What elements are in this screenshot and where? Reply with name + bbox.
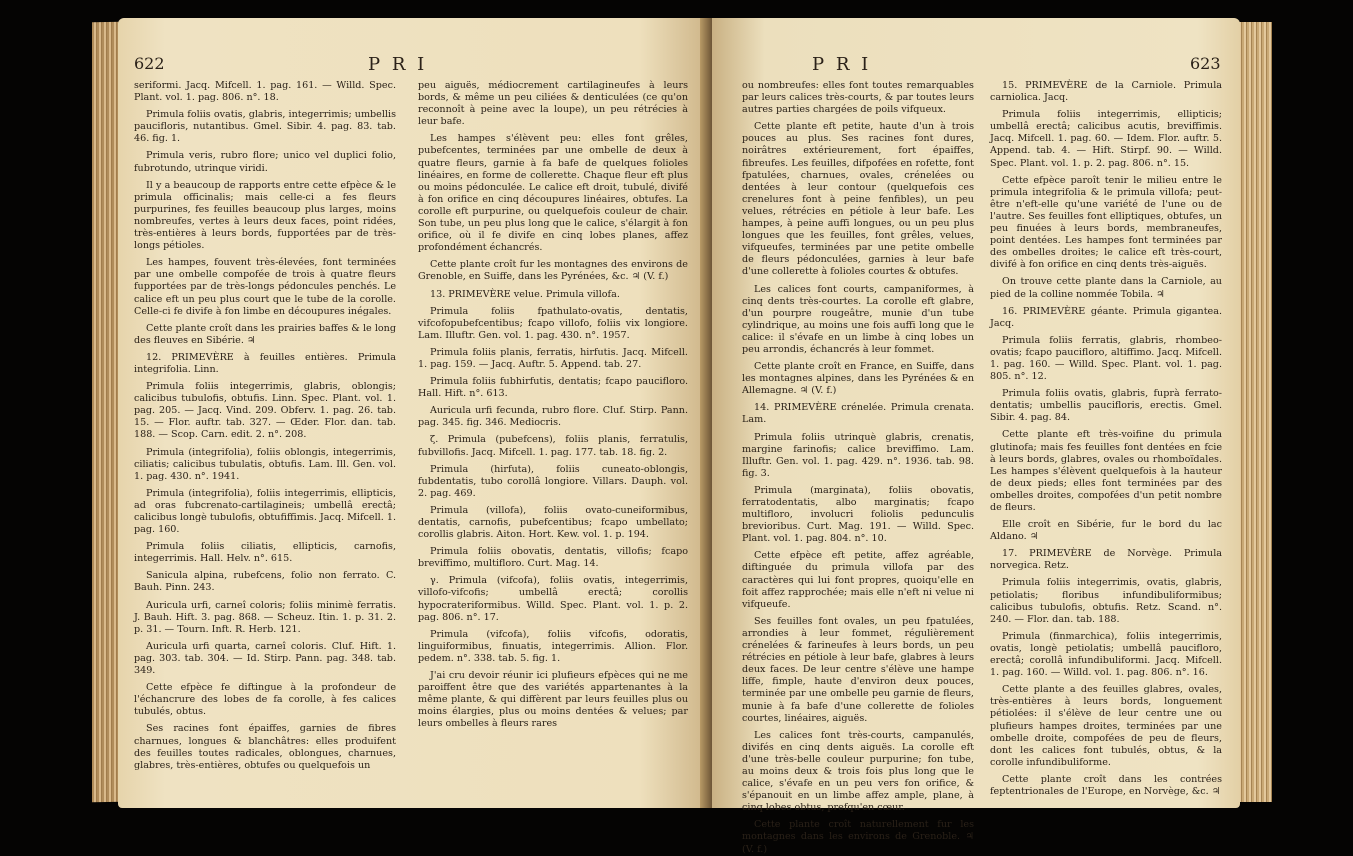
paragraph: Cette plante eft petite, haute d'un à trois pouces au plus. Ses racines font dures, noirâtres extérieurement, fort épaiffes, fibreufes. Les feuilles, difpofées en rofette, font fpatulées, charnues, ovales, crénelées ou dentées à leur contour (quelquefois ces crenelures font à peine fenfibles), un peu velues, rétrécies en pétiole à leur bafe. Les hampes, à peine auffi longues, ou un peu plus longues que les feuilles, font grêles, velues, vifqueufes, terminées par une petite ombelle de fleurs pédonculées, garnies à leur bafe d'une collerette à folioles courtes & obtufes. <box>742 121 974 278</box>
left-column-1 <box>134 80 396 795</box>
paragraph: Primula foliis fubhirfutis, dentatis; fcapo paucifloro. Hall. Hift. n°. 613. <box>418 376 688 400</box>
paragraph: ζ. Primula (pubefcens), foliis planis, ferratulis, fubvillofis. Jacq. Mifcell. 1. pag. 177. tab. 18. fig. 2. <box>418 434 688 458</box>
paragraph: Elle croît en Sibérie, fur le bord du lac Aldano. ♃ <box>990 519 1222 543</box>
paragraph: Primula foliis utrinquè glabris, crenatis, margine farinofis; calice breviffimo. Lam. Illuftr. Gen. vol. 1. pag. 429. n°. 1936. tab. 98. fig. 3. <box>742 431 974 479</box>
paragraph: Cette plante croît dans les prairies baffes & le long des fleuves en Sibérie. ♃ <box>134 322 396 346</box>
paragraph: Primula foliis planis, ferratis, hirfutis. Jacq. Mifcell. 1. pag. 159. — Jacq. Auftr. 5. Append. tab. 27. <box>418 346 688 370</box>
paragraph: Les hampes, fouvent très-élevées, font terminées par une ombelle compofée de trois à quatre fleurs fupportées par de très-longs pédoncules penchés. Le calice eft un peu plus court que le tube de la corolle. Celle-ci fe divife à fon limbe en découpures inégales. <box>134 257 396 317</box>
paragraph: Primula foliis ferratis, glabris, rhombeo-ovatis; fcapo paucifloro, altiffimo. Jacq. Mifcell. 1. pag. 160. — Willd. Spec. Plant. vol. 1. pag. 805. n°. 12. <box>990 334 1222 383</box>
paragraph: Cette efpèce fe diftingue à la profondeur de l'échancrure des lobes de fa corolle, à fes calices tubulés, obtus. <box>134 682 396 718</box>
paragraph: peu aiguës, médiocrement cartilagineufes à leurs bords, & même un peu ciliées & denticulées (ce qu'on reconnoît à peine avec la loupe), un peu rétrécies à leur bafe. <box>418 80 688 128</box>
paragraph: Primula (integrifolia), foliis integerrimis, ellipticis, ad oras fubcrenato-cartilagineis; umbellâ erectâ; calicibus longè tubulofis, obtufiffimis. Jacq. Mifcell. 1. pag. 160. <box>134 487 396 536</box>
paragraph: Sanicula alpina, rubefcens, folio non ferrato. C. Bauh. Pinn. 243. <box>134 570 396 594</box>
paragraph: Cette plante croît en France, en Suiffe, dans les montagnes alpines, dans les Pyrénées & en Allemagne. ♃ (V. f.) <box>742 361 974 397</box>
paragraph: Auricula urfi fecunda, rubro flore. Cluf. Stirp. Pann. pag. 345. fig. 346. Mediocris. <box>418 405 688 429</box>
paragraph: Primula foliis obovatis, dentatis, villofis; fcapo breviffimo, multifloro. Curt. Mag. 14. <box>418 546 688 570</box>
paragraph: 15. PRIMEVÈRE de la Carniole. Primula carniolica. Jacq. <box>990 80 1222 104</box>
right-page <box>712 18 1240 855</box>
paragraph: Les hampes s'élèvent peu: elles font grêles, pubefcentes, terminées par une ombelle de deux à quatre fleurs, garnie à fa bafe de quelques folioles linéaires, en forme de collerette. Chaque fleur eft plus ou moins pédonculée. Le calice eft droit, tubulé, divifé à fon orifice en cinq découpures linéaires, obtufes. La corolle eft purpurine, ou quelquefois couleur de chair. Son tube, un peu plus long que le calice, s'élargit à fon orifice, où il fe divife en cinq lobes planes, affez profondément échancrés. <box>418 133 688 254</box>
paragraph: Cette plante croît dans les contrées feptentrionales de l'Europe, en Norvège, &c. ♃ <box>990 773 1222 797</box>
paragraph: Primula (integrifolia), foliis oblongis, integerrimis, ciliatis; calicibus tubulatis, obtufis. Lam. Ill. Gen. vol. 1. pag. 430. n°. 1941. <box>134 446 396 482</box>
paragraph: Primula (marginata), foliis obovatis, ferratodentatis, albo marginatis; fcapo multifloro, involucri foliolis pedunculis brevioribus. Curt. Mag. 191. — Willd. Spec. Plant. vol. 1. pag. 804. n°. 10. <box>742 484 974 545</box>
paragraph: Il y a beaucoup de rapports entre cette efpèce & le primula officinalis; mais celle-ci a fes fleurs purpurines, fes feuilles beaucoup plus larges, moins nombreufes, vertes à leurs deux faces, point ridées, très-entières à leurs bords, fupportées par de très-longs pétioles. <box>134 179 396 252</box>
paragraph: Primula veris, rubro flore; unico vel duplici folio, fubrotundo, utrinque viridi. <box>134 150 396 174</box>
paragraph: Primula foliis ciliatis, ellipticis, carnofis, integerrimis. Hall. Helv. n°. 615. <box>134 541 396 565</box>
paragraph: Primula foliis fpathulato-ovatis, dentatis, vifcofopubefcentibus; fcapo villofo, foliis vix longiore. Lam. Illuftr. Gen. vol. 1. pag. 430. n°. 1957. <box>418 305 688 341</box>
left-page <box>118 18 710 808</box>
right-running-header: P R I <box>812 54 872 75</box>
paragraph: Cette efpèce eft petite, affez agréable, diftinguée du primula villofa par des caractères qui lui font propres, quoiqu'elle en foit affez rapprochée; mais elle n'eft ni velue ni vifqueufe. <box>742 550 974 610</box>
paragraph: Les calices font très-courts, campanulés, divifés en cinq dents aiguës. La corolle eft d'une très-belle couleur purpurine; fon tube, au moins deux & trois fois plus long que le calice, s'évafe en un peu vers fon orifice, & s'épanouit en un limbe affez ample, plane, à cinq lobes obtus, prefqu'en cœur. <box>742 729 974 814</box>
paragraph: On trouve cette plante dans la Carniole, au pied de la colline nommée Tobila. ♃ <box>990 276 1222 300</box>
paragraph: 14. PRIMEVÈRE crénelée. Primula crenata. Lam. <box>742 402 974 426</box>
paragraph: Cette plante a des feuilles glabres, ovales, très-entières à leurs bords, longuement pétiolées: il s'élève de leur centre une ou plufieurs hampes droites, terminées par une ombelle droite, compofées de peu de fleurs, dont les calices font tubulés, obtus, & la corolle infundibuliforme. <box>990 684 1222 768</box>
paragraph: Primula foliis integerrimis, ellipticis; umbellâ erectâ; calicibus acutis, breviffimis. Jacq. Mifcell. 1. pag. 60. — Idem. Flor. auftr. 5. Append. tab. 4. — Hift. Stirpf. 90. — Willd. Spec. Plant. vol. 1. p. 2. pag. 806. n°. 15. <box>990 109 1222 169</box>
right-page-number: 623 <box>1190 54 1221 73</box>
paragraph: Primula (finmarchica), foliis integerrimis, ovatis, longè petiolatis; umbellâ paucifloro, erectâ; corollâ infundibuliformi. Jacq. Mifcell. 1. pag. 160. — Willd. vol. 1. pag. 806. n°. 16. <box>990 630 1222 679</box>
paragraph: Ses racines font épaiffes, garnies de fibres charnues, longues & blanchâtres: elles produifent des feuilles toutes radicales, oblongues, charnues, glabres, très-entières, obtufes ou quelquefois un <box>134 723 396 771</box>
left-column-2 <box>418 80 688 795</box>
paragraph: Primula (hirfuta), foliis cuneato-oblongis, fubdentatis, tubo corollâ longiore. Villars. Dauph. vol. 2. pag. 469. <box>418 463 688 499</box>
paragraph: Cette plante croît fur les montagnes des environs de Grenoble, en Suiffe, dans les Pyrénées, &c. ♃ (V. f.) <box>418 259 688 283</box>
right-column-2 <box>990 80 1222 795</box>
paragraph: Primula foliis ovatis, glabris, integerrimis; umbellis paucifloris, nutantibus. Gmel. Sibir. 4. pag. 83. tab. 46. fig. 1. <box>134 109 396 145</box>
paragraph: Primula foliis ovatis, glabris, fuprà ferrato-dentatis; umbellis paucifloris, erectis. Gmel. Sibir. 4. pag. 84. <box>990 388 1222 424</box>
paragraph: Primula foliis integerrimis, glabris, oblongis; calicibus tubulofis, obtufis. Linn. Spec. Plant. vol. 1. pag. 205. — Jacq. Vind. 209. Obferv. 1. pag. 26. tab. 15. — Flor. auftr. tab. 327. — Œder. Flor. dan. tab. 188. — Scop. Carn. edit. 2. n°. 208. <box>134 381 396 441</box>
paragraph: Cette efpèce paroît tenir le milieu entre le primula integrifolia & le primula villofa; peut-être n'eft-elle qu'une variété de l'une ou de l'autre. Ses feuilles font elliptiques, obtufes, un peu finuées à leurs bords, membraneufes, point dentées. Les hampes font terminées par des ombelles droites; le calice eft très-court, divifé à fon orifice en cinq dents très-aiguës. <box>990 174 1222 271</box>
paragraph: Cette plante eft très-voifine du primula glutinofa; mais fes feuilles font dentées en fcie à leurs bords, glabres, ovales ou rhomboïdales. Les hampes s'élèvent quelquefois à la hauteur de deux pieds; elles font terminées par des ombelles droites, compofées d'un petit nombre de fleurs. <box>990 429 1222 513</box>
paragraph: Primula (vifcofa), foliis vifcofis, odoratis, linguiformibus, finuatis, integerrimis. Allion. Flor. pedem. n°. 338. tab. 5. fig. 1. <box>418 628 688 664</box>
paragraph: Ses feuilles font ovales, un peu fpatulées, arrondies à leur fommet, régulièrement crénelées & farineufes à leurs bords, un peu rétrécies en pétiole à leur bafe, glabres à leurs deux faces. De leur centre s'élève une hampe liffe, fimple, haute d'environ deux pouces, terminée par une ombelle peu garnie de fleurs, munie à fa bafe d'une collerette de folioles courtes, linéaires, aiguës. <box>742 615 974 724</box>
paragraph: Auricula urfi, carneî coloris; foliis minimè ferratis. J. Bauh. Hift. 3. pag. 868. — Scheuz. Itin. 1. p. 31. 2. p. 31. — Tourn. Inft. R. Herb. 121. <box>134 599 396 635</box>
paragraph: Les calices font courts, campaniformes, à cinq dents très-courtes. La corolle eft glabre, d'un pourpre rougeâtre, munie d'un tube cylindrique, au moins une fois auffi long que le calice: il s'évafe en un limbe à cinq lobes un peu arrondis, échancrés à leur fommet. <box>742 283 974 355</box>
paragraph: Primula foliis integerrimis, ovatis, glabris, petiolatis; floribus infundibuliformibus; calicibus tubulofis, obtufis. Retz. Scand. n°. 240. — Flor. dan. tab. 188. <box>990 577 1222 625</box>
paragraph: Primula (villofa), foliis ovato-cuneiformibus, dentatis, carnofis, pubefcentibus; fcapo umbellato; corollis glabris. Aiton. Hort. Kew. vol. 1. p. 194. <box>418 504 688 541</box>
paragraph: seriformi. Jacq. Mifcell. 1. pag. 161. — Willd. Spec. Plant. vol. 1. pag. 806. n°. 18. <box>134 80 396 104</box>
paragraph: J'ai cru devoir réunir ici plufieurs efpèces qui ne me paroiffent être que des variétés appartenantes à la même plante, & qui diffèrent par leurs feuilles plus ou moins élargies, plus ou moins dentées & velues; par leurs ombelles à fleurs rares <box>418 670 688 730</box>
paragraph: γ. Primula (vifcofa), foliis ovatis, integerrimis, villofo-vifcofis; umbellâ erectâ; corollis hypocrateriformibus. Willd. Spec. Plant. vol. 1. p. 2. pag. 806. n°. 17. <box>418 575 688 623</box>
left-page-number: 622 <box>134 54 165 73</box>
paragraph: ou nombreufes: elles font toutes remarquables par leurs calices très-courts, & par toutes leurs autres parties chargées de poils vifqueux. <box>742 80 974 116</box>
paragraph: Cette plante croît naturellement fur les montagnes dans les environs de Grenoble. ♃ (V. f.) <box>742 819 974 855</box>
paragraph: Auricula urfi quarta, carneî coloris. Cluf. Hift. 1. pag. 303. tab. 304. — Id. Stirp. Pann. pag. 348. tab. 349. <box>134 640 396 677</box>
paragraph: 17. PRIMEVÈRE de Norvège. Primula norvegica. Retz. <box>990 548 1222 572</box>
left-running-header: P R I <box>368 54 428 75</box>
paragraph: 16. PRIMEVÈRE géante. Primula gigantea. Jacq. <box>990 305 1222 329</box>
paragraph: 13. PRIMEVÈRE velue. Primula villofa. <box>430 288 620 300</box>
paragraph: 12. PRIMEVÈRE à feuilles entières. Primula integrifolia. Linn. <box>134 351 396 375</box>
right-column-1 <box>742 80 974 855</box>
